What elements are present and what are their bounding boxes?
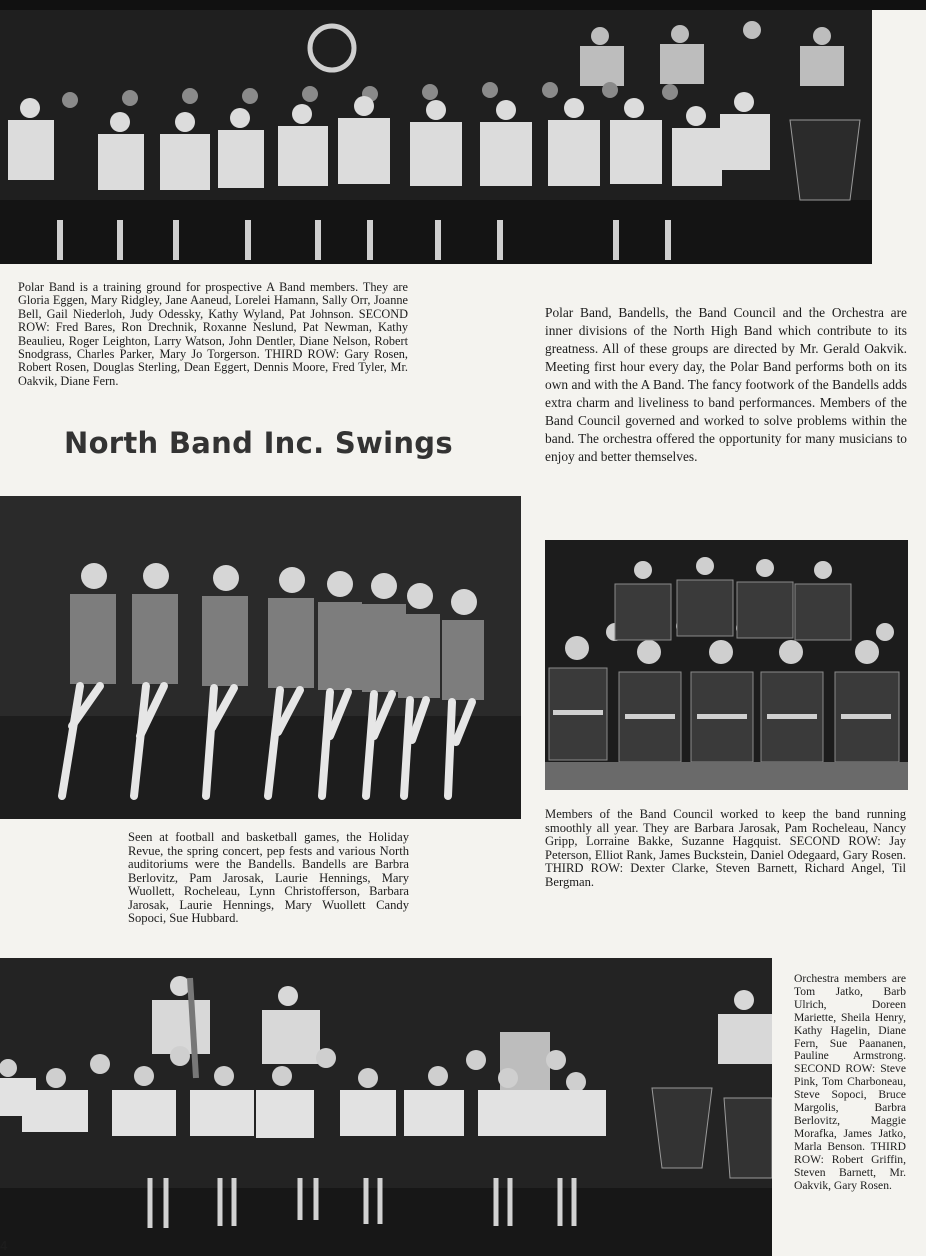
bandells-photo bbox=[0, 496, 521, 819]
intro-text: Polar Band, Bandells, the Band Council and the Orchestra are inner divisions of the North High Band which contribute to its greatness. All of these groups are directed by Mr. Gerald Oakvik. Meeting first hour every day, the Polar Band performs both on its own and with the A Band. The fancy footwork of the Bandells adds extra charm and liveliness to band performances. Members of the Band Council governed and worked to solve problems within the band. The orchestra offered the opportunity for many musicians to enjoy and better themselves. bbox=[545, 305, 907, 464]
orchestra-photo bbox=[0, 958, 772, 1256]
page-title: North Band Inc. Swings bbox=[64, 426, 453, 460]
band-council-photo bbox=[545, 540, 908, 790]
polar-band-photo bbox=[0, 10, 872, 264]
orchestra-caption: Orchestra members are Tom Jatko, Barb Ulrich, Doreen Mariette, Sheila Henry, Kathy Hagelin, Diane Fern, Sue Paananen, Pauline Armstrong. SECOND ROW: Steve Pink, Tom Charboneau, Steve Sopoci, Bruce Margolis, Barbra Berlovitz, Maggie Morafka, James Jatko, Marla Benson. THIRD ROW: Robert Griffin, Steven Barnett, Mr. Oakvik, Gary Rosen. bbox=[794, 972, 906, 1192]
bandells-caption: Seen at football and basketball games, the Holiday Revue, the spring concert, pep fests and various North auditoriums were the Bandells. Bandells are Barbra Berlovitz, Pam Jarosak, Laurie Hennings, Mary Wuollett, Rocheleau, Lynn Christofferson, Barbara Jarosak, Laurie Hennings, Mary Wuollett Candy Sopoci, Sue Hubbard. bbox=[128, 830, 409, 925]
top-border bbox=[0, 0, 926, 10]
band-council-caption: Members of the Band Council worked to keep the band running smoothly all year. They are Barbara Jarosak, Pam Rocheleau, Nancy Gripp, Lorraine Bakke, Suzanne Hagquist. SECOND ROW: Jay Peterson, Elliot Rank, James Buckstein, Daniel Odegaard, Gary Rosen. THIRD ROW: Dexter Clarke, Steven Barnett, Richard Angel, Til Bergman. bbox=[545, 807, 906, 889]
page-number: 4 bbox=[0, 1238, 8, 1253]
polar-band-caption: Polar Band is a training ground for prospective A Band members. They are Gloria Eggen, Mary Ridgley, Jane Aaneud, Lorelei Hamann, Sally Orr, Joanne Bell, Gail Niederloh, Judy Odessky, Kathy Wyland, Pat Johnson. SECOND ROW: Fred Bares, Ron Drechnik, Roxanne Neslund, Pat Newman, Kathy Beaulieu, Roger Leighton, Larry Watson, John Dentler, Diane Nelson, Robert Snodgrass, Charles Parker, Mary Jo Torgerson. THIRD ROW: Gary Rosen, Robert Rosen, Douglas Sterling, Dean Eggert, Dennis Moore, Fred Tyler, Mr. Oakvik, Diane Fern. bbox=[18, 280, 408, 388]
